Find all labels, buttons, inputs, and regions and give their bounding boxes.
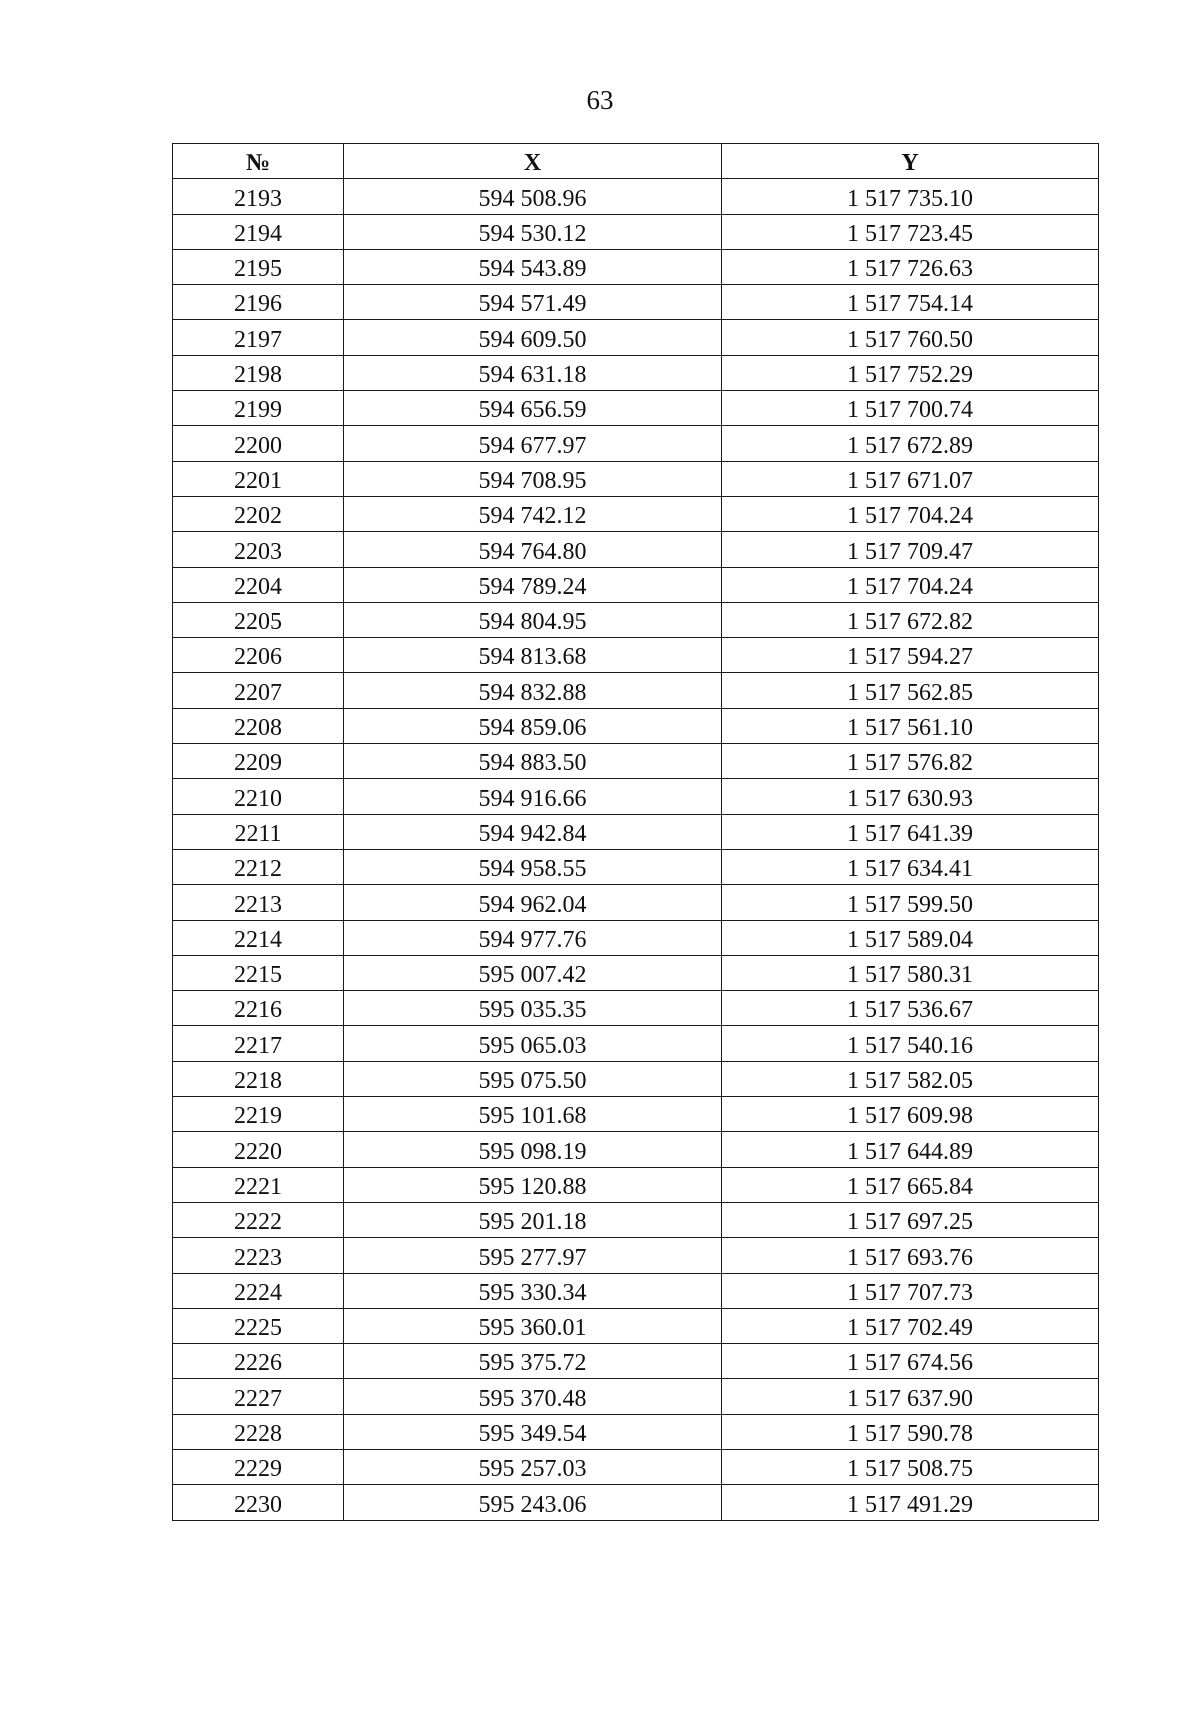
cell-y: 1 517 672.89 xyxy=(722,426,1099,461)
cell-number: 2199 xyxy=(173,391,344,426)
cell-number: 2221 xyxy=(173,1167,344,1202)
cell-number: 2193 xyxy=(173,179,344,214)
table-row xyxy=(173,991,1099,1026)
table-row xyxy=(173,1308,1099,1343)
cell-y: 1 517 735.10 xyxy=(722,179,1099,214)
table-row xyxy=(173,920,1099,955)
cell-y: 1 517 582.05 xyxy=(722,1061,1099,1096)
cell-x: 594 708.95 xyxy=(344,461,722,496)
cell-y: 1 517 709.47 xyxy=(722,532,1099,567)
cell-x: 594 962.04 xyxy=(344,885,722,920)
cell-y: 1 517 674.56 xyxy=(722,1344,1099,1379)
cell-x: 595 075.50 xyxy=(344,1061,722,1096)
cell-number: 2195 xyxy=(173,249,344,284)
cell-number: 2194 xyxy=(173,214,344,249)
cell-x: 594 977.76 xyxy=(344,920,722,955)
cell-x: 595 101.68 xyxy=(344,1097,722,1132)
table-row xyxy=(173,1379,1099,1414)
cell-number: 2204 xyxy=(173,567,344,602)
cell-number: 2216 xyxy=(173,991,344,1026)
cell-y: 1 517 580.31 xyxy=(722,955,1099,990)
cell-y: 1 517 672.82 xyxy=(722,602,1099,637)
table-row xyxy=(173,1273,1099,1308)
table-row xyxy=(173,496,1099,531)
cell-x: 594 813.68 xyxy=(344,638,722,673)
cell-y: 1 517 590.78 xyxy=(722,1414,1099,1449)
cell-y: 1 517 693.76 xyxy=(722,1238,1099,1273)
cell-y: 1 517 637.90 xyxy=(722,1379,1099,1414)
cell-x: 595 065.03 xyxy=(344,1026,722,1061)
cell-x: 594 609.50 xyxy=(344,320,722,355)
cell-y: 1 517 644.89 xyxy=(722,1132,1099,1167)
table-header-row xyxy=(173,144,1099,179)
cell-x: 595 257.03 xyxy=(344,1449,722,1484)
table-row xyxy=(173,320,1099,355)
cell-y: 1 517 754.14 xyxy=(722,285,1099,320)
table-row xyxy=(173,179,1099,214)
cell-number: 2206 xyxy=(173,638,344,673)
cell-x: 594 883.50 xyxy=(344,744,722,779)
table-row xyxy=(173,1061,1099,1096)
cell-x: 594 789.24 xyxy=(344,567,722,602)
cell-y: 1 517 707.73 xyxy=(722,1273,1099,1308)
table-row xyxy=(173,638,1099,673)
table-row xyxy=(173,1449,1099,1484)
table-row xyxy=(173,673,1099,708)
cell-y: 1 517 630.93 xyxy=(722,779,1099,814)
cell-number: 2208 xyxy=(173,708,344,743)
cell-y: 1 517 576.82 xyxy=(722,744,1099,779)
table-row xyxy=(173,1344,1099,1379)
cell-y: 1 517 491.29 xyxy=(722,1485,1099,1520)
cell-number: 2215 xyxy=(173,955,344,990)
cell-number: 2214 xyxy=(173,920,344,955)
cell-x: 594 656.59 xyxy=(344,391,722,426)
cell-x: 594 530.12 xyxy=(344,214,722,249)
table-row xyxy=(173,1132,1099,1167)
cell-y: 1 517 704.24 xyxy=(722,567,1099,602)
table-row xyxy=(173,955,1099,990)
cell-x: 595 277.97 xyxy=(344,1238,722,1273)
cell-x: 595 120.88 xyxy=(344,1167,722,1202)
cell-number: 2213 xyxy=(173,885,344,920)
cell-number: 2212 xyxy=(173,849,344,884)
cell-y: 1 517 665.84 xyxy=(722,1167,1099,1202)
cell-x: 594 832.88 xyxy=(344,673,722,708)
table-row xyxy=(173,426,1099,461)
cell-x: 594 543.89 xyxy=(344,249,722,284)
cell-x: 595 243.06 xyxy=(344,1485,722,1520)
cell-y: 1 517 723.45 xyxy=(722,214,1099,249)
cell-number: 2225 xyxy=(173,1308,344,1343)
table-row xyxy=(173,814,1099,849)
table-row xyxy=(173,602,1099,637)
table-row xyxy=(173,849,1099,884)
cell-x: 594 764.80 xyxy=(344,532,722,567)
cell-y: 1 517 702.49 xyxy=(722,1308,1099,1343)
cell-number: 2202 xyxy=(173,496,344,531)
cell-number: 2200 xyxy=(173,426,344,461)
cell-x: 594 916.66 xyxy=(344,779,722,814)
table-row xyxy=(173,1202,1099,1237)
table-row xyxy=(173,744,1099,779)
cell-x: 594 677.97 xyxy=(344,426,722,461)
cell-y: 1 517 634.41 xyxy=(722,849,1099,884)
coordinates-table xyxy=(172,143,1099,1521)
table-row xyxy=(173,249,1099,284)
table-row xyxy=(173,285,1099,320)
header-number: № xyxy=(173,144,344,179)
table-row xyxy=(173,532,1099,567)
header-y: Y xyxy=(722,144,1099,179)
cell-x: 595 375.72 xyxy=(344,1344,722,1379)
table-row xyxy=(173,885,1099,920)
cell-number: 2196 xyxy=(173,285,344,320)
cell-x: 595 007.42 xyxy=(344,955,722,990)
cell-y: 1 517 599.50 xyxy=(722,885,1099,920)
cell-number: 2229 xyxy=(173,1449,344,1484)
cell-number: 2205 xyxy=(173,602,344,637)
page-number: 63 xyxy=(586,85,614,115)
table-row xyxy=(173,355,1099,390)
cell-x: 594 631.18 xyxy=(344,355,722,390)
cell-x: 595 098.19 xyxy=(344,1132,722,1167)
cell-number: 2197 xyxy=(173,320,344,355)
cell-number: 2211 xyxy=(173,814,344,849)
table-row xyxy=(173,391,1099,426)
cell-number: 2217 xyxy=(173,1026,344,1061)
cell-x: 595 370.48 xyxy=(344,1379,722,1414)
cell-number: 2230 xyxy=(173,1485,344,1520)
cell-x: 594 958.55 xyxy=(344,849,722,884)
cell-x: 595 360.01 xyxy=(344,1308,722,1343)
cell-x: 594 804.95 xyxy=(344,602,722,637)
cell-y: 1 517 760.50 xyxy=(722,320,1099,355)
table-row xyxy=(173,1414,1099,1449)
cell-x: 594 508.96 xyxy=(344,179,722,214)
table-row xyxy=(173,1485,1099,1520)
cell-y: 1 517 589.04 xyxy=(722,920,1099,955)
table-row xyxy=(173,1238,1099,1273)
cell-y: 1 517 562.85 xyxy=(722,673,1099,708)
cell-y: 1 517 561.10 xyxy=(722,708,1099,743)
cell-number: 2201 xyxy=(173,461,344,496)
cell-number: 2210 xyxy=(173,779,344,814)
cell-number: 2222 xyxy=(173,1202,344,1237)
cell-number: 2203 xyxy=(173,532,344,567)
cell-y: 1 517 726.63 xyxy=(722,249,1099,284)
cell-y: 1 517 641.39 xyxy=(722,814,1099,849)
cell-number: 2218 xyxy=(173,1061,344,1096)
table-row xyxy=(173,461,1099,496)
cell-y: 1 517 671.07 xyxy=(722,461,1099,496)
cell-number: 2223 xyxy=(173,1238,344,1273)
cell-y: 1 517 609.98 xyxy=(722,1097,1099,1132)
cell-number: 2209 xyxy=(173,744,344,779)
cell-number: 2207 xyxy=(173,673,344,708)
cell-number: 2219 xyxy=(173,1097,344,1132)
cell-x: 595 201.18 xyxy=(344,1202,722,1237)
cell-x: 594 742.12 xyxy=(344,496,722,531)
cell-x: 594 859.06 xyxy=(344,708,722,743)
cell-number: 2228 xyxy=(173,1414,344,1449)
cell-y: 1 517 697.25 xyxy=(722,1202,1099,1237)
cell-x: 595 035.35 xyxy=(344,991,722,1026)
table-row xyxy=(173,1026,1099,1061)
header-x: X xyxy=(344,144,722,179)
cell-y: 1 517 700.74 xyxy=(722,391,1099,426)
table-row xyxy=(173,708,1099,743)
cell-y: 1 517 752.29 xyxy=(722,355,1099,390)
table-row xyxy=(173,567,1099,602)
cell-x: 594 571.49 xyxy=(344,285,722,320)
cell-y: 1 517 594.27 xyxy=(722,638,1099,673)
table-row xyxy=(173,1167,1099,1202)
cell-y: 1 517 508.75 xyxy=(722,1449,1099,1484)
cell-x: 594 942.84 xyxy=(344,814,722,849)
cell-x: 595 330.34 xyxy=(344,1273,722,1308)
table-body xyxy=(173,179,1099,1520)
cell-number: 2220 xyxy=(173,1132,344,1167)
table-row xyxy=(173,779,1099,814)
cell-y: 1 517 540.16 xyxy=(722,1026,1099,1061)
cell-x: 595 349.54 xyxy=(344,1414,722,1449)
cell-number: 2198 xyxy=(173,355,344,390)
cell-y: 1 517 704.24 xyxy=(722,496,1099,531)
cell-number: 2224 xyxy=(173,1273,344,1308)
cell-y: 1 517 536.67 xyxy=(722,991,1099,1026)
cell-number: 2226 xyxy=(173,1344,344,1379)
cell-number: 2227 xyxy=(173,1379,344,1414)
table-row xyxy=(173,214,1099,249)
table-row xyxy=(173,1097,1099,1132)
